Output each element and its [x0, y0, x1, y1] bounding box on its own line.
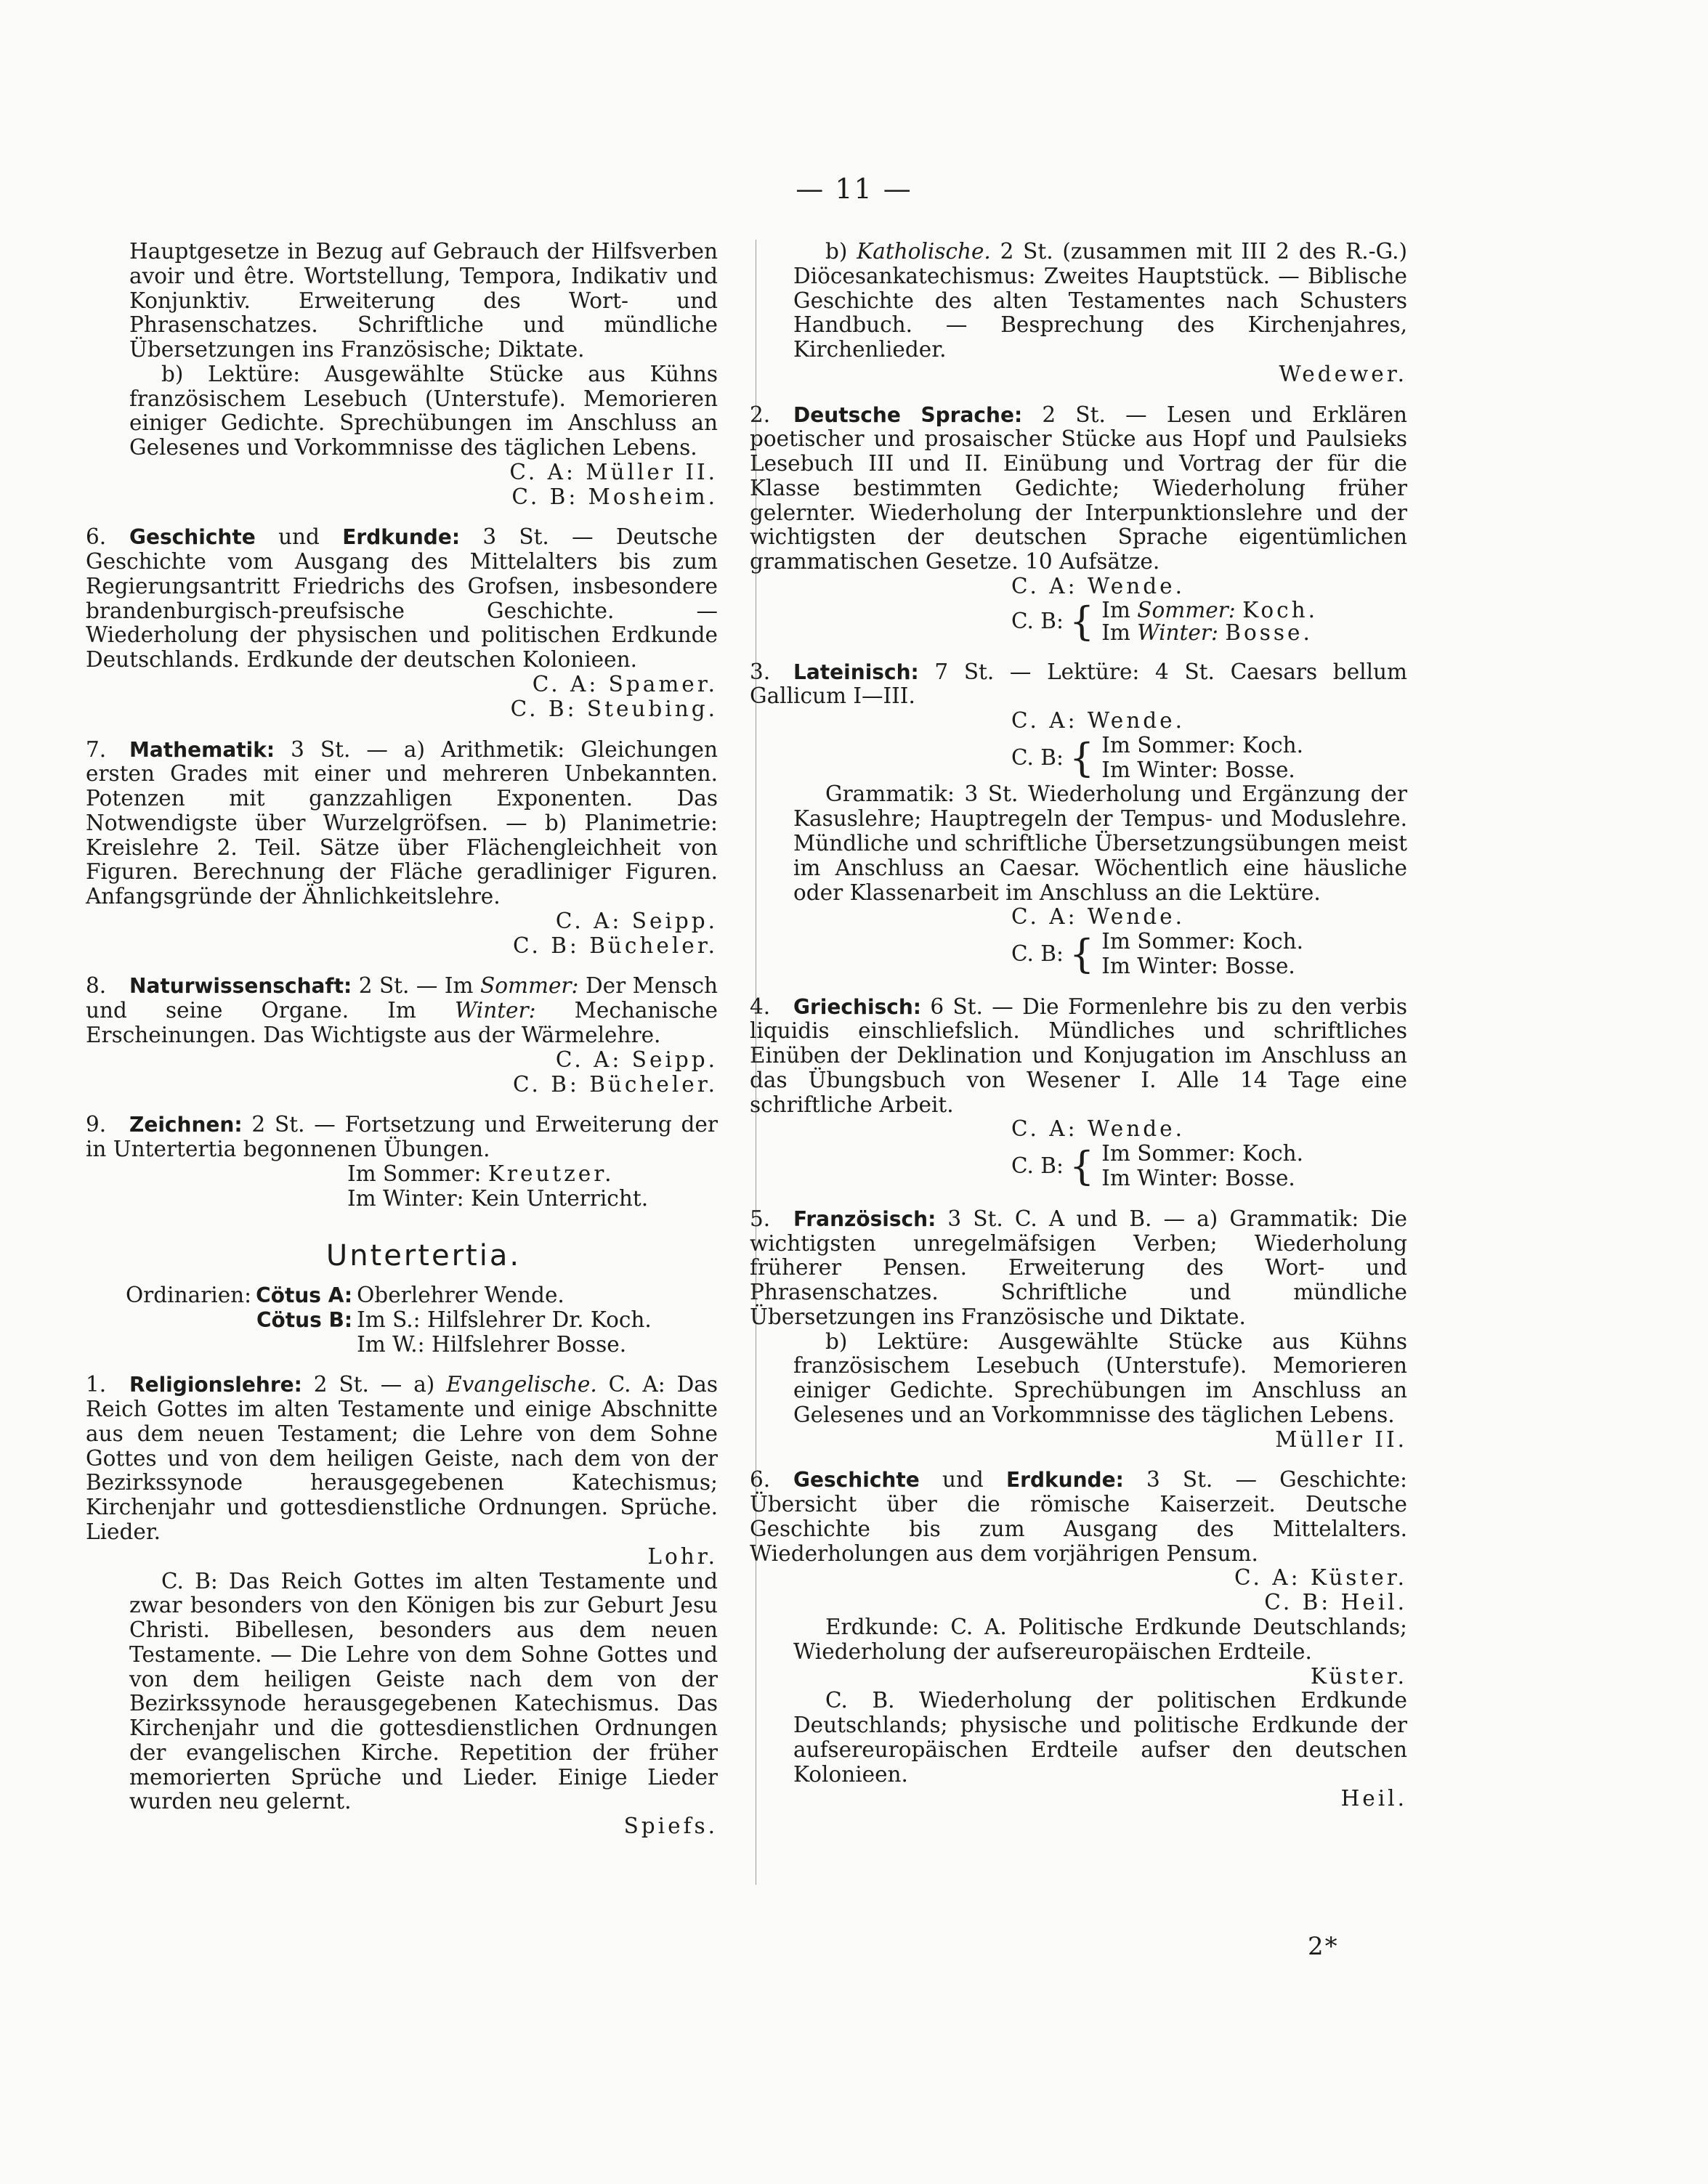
section-number: 5. — [750, 1206, 771, 1231]
section-title: Zeichnen: — [129, 1113, 243, 1137]
section-number: 2. — [750, 402, 771, 427]
right-column — [750, 239, 1407, 1811]
teacher-ca-text: C. A: Wende. — [1011, 573, 1185, 598]
subsection-title: Katholische. — [857, 239, 991, 264]
section-drawing — [86, 1113, 718, 1162]
teacher-cb: C. B: Mosheim. — [511, 484, 718, 509]
section-text: Der Mensch und seine Organe. Im — [86, 973, 718, 1023]
teacher-cb-seasons — [1101, 734, 1303, 783]
teacher-cb-braces — [793, 734, 1407, 783]
teacher-cb-seasons — [1101, 599, 1318, 644]
teacher-name: Kreutzer. — [487, 1161, 615, 1186]
ordinarien-table — [126, 1283, 656, 1357]
section-number: 9. — [86, 1112, 107, 1137]
teacher-cb-label: C. B: — [1011, 609, 1064, 634]
section-number: 8. — [86, 973, 107, 999]
coetus-b-label — [256, 1308, 357, 1333]
season-winter: Im Winter: Bosse. — [1101, 1165, 1295, 1190]
teacher-cb-label: C. B: — [1011, 744, 1064, 770]
teacher-ca — [793, 709, 1407, 734]
section-text: 3 St. — a) Arithmetik: Gleichungen ersten Grades mit einer und mehreren Unbekannten. Potenzen mit ganzzahligen Exponenten. Das Notwendigste über Wurzelgröfsen. — b) Planimetrie: Kreislehre 2. Teil. Sätze über Flächengleichheit von Figuren. Berechnung der Fläche geradliniger Figuren. Anfangsgründe der Ähnlichkeitslehre. — [86, 736, 718, 909]
teacher-cb-seasons — [1101, 930, 1303, 979]
teacher-ca-text: C. A: Wende. — [1011, 708, 1185, 734]
drawing-winter — [129, 1187, 718, 1211]
section-text: C. A: Das Reich Gottes im alten Testamente und einige Abschnitte aus dem neuen Testament; die Lehre von dem Sohne Gottes und von dem heiligen Geiste, nach dem von der Bezirkssynode herausgegebenen Katechismus; Kirchenjahr und gottesdienstliche Ordnungen. Sprüche. Lieder. — [86, 1372, 718, 1545]
brace-icon: { — [1069, 734, 1095, 781]
season-summer: Im Sommer: Koch. — [1101, 1141, 1303, 1166]
religion-cb-paragraph: C. B: Das Reich Gottes im alten Testamente und zwar besonders von den Königen bis zur Geburt Jesu Christi. Bibellesen, besonders aus dem neuen Testamente. — Die Lehre von dem Sohne Gottes und von dem heiligen Geiste nach dem von der Bezirkssynode herausgegebenen Katechismus. Das Kirchenjahr und die gottesdienstlichen Ordnungen der evangelischen Kirche. Repetition der früher memorierten Sprüche und Lieder. Einige Lieder wurden neu gelernt. — [129, 1568, 718, 1814]
section-title: Erdkunde: — [1005, 1468, 1124, 1493]
section-german — [750, 403, 1407, 575]
teacher-name: Bosse. — [1225, 620, 1313, 645]
section-history — [750, 1468, 1407, 1566]
teacher-cb-label: C. B: — [1011, 941, 1064, 966]
teacher-ca — [793, 575, 1407, 599]
section-text: 3 St. — Geschichte: Übersicht über die römische Kaiserzeit. Deutsche Geschichte bis zum Ausgang des Mittelalters. Wiederholungen aus dem vorjährigen Pensum. — [750, 1467, 1407, 1566]
section-number: 6. — [750, 1467, 771, 1493]
french-reading-paragraph: b) Lektüre: Ausgewählte Stücke aus Kühns französischem Lesebuch (Unterstufe). Memorieren einiger Gedichte. Sprechübungen im Anschluss an Gelesenes und Vorkommnisse des täglichen Lebens. — [129, 361, 718, 460]
section-text: 2 St. — Im — [358, 973, 474, 999]
coetus-a-teacher: Oberlehrer Wende. — [357, 1283, 564, 1308]
section-title: Lateinisch: — [793, 659, 919, 684]
season-summer: Im Sommer: Koch. — [1101, 732, 1303, 758]
season-prefix: Im — [1101, 620, 1130, 645]
section-text: 7 St. — Lektüre: 4 St. Caesars bellum Gallicum I—III. — [750, 659, 1407, 709]
season-summer: Im Sommer: Koch. — [1101, 929, 1303, 954]
page-number: — 11 — — [796, 173, 912, 205]
teacher-cb: C. B: Bücheler. — [512, 933, 718, 958]
season-label: Winter: — [1137, 620, 1218, 645]
teacher-ca: C. A: Seipp. — [555, 1047, 718, 1072]
teacher-name: Heil. — [1340, 1786, 1407, 1811]
teacher-cb-braces — [793, 930, 1407, 979]
teacher-cb-label: C. B: — [1011, 1153, 1064, 1179]
section-title: Religionslehre: — [129, 1373, 302, 1397]
section-text: 2 St. — Lesen und Erklären poetischer und prosaischer Stücke aus Hopf und Paulsieks Lesebuch III und II. Einübung und Vortrag der für die Klasse bestimmten Gedichte; Wiederholung früher gelernter. Wiederholung der Interpunktionslehre und der wichtigsten der deutschen Sprache eigentümlichen grammatischen Gesetze. 10 Aufsätze. — [750, 402, 1407, 575]
teacher-name: Küster. — [1310, 1663, 1407, 1689]
season-label: Sommer: — [480, 973, 579, 999]
coetus-a-label-text: Cötus A: — [256, 1283, 353, 1308]
teacher-name: Kein Unterricht. — [470, 1185, 649, 1211]
teacher-ca — [793, 905, 1407, 930]
teacher-cb: C. B: Heil. — [1264, 1590, 1407, 1615]
section-number: 6. — [86, 524, 107, 550]
teacher-name: Wedewer. — [1279, 361, 1407, 386]
brace-icon: { — [1069, 1142, 1095, 1189]
blank-cell — [126, 1333, 256, 1357]
season-winter: Im Winter: Bosse. — [1101, 757, 1295, 782]
section-latin — [750, 660, 1407, 710]
geography-cb-paragraph: C. B. Wiederholung der politischen Erdkunde Deutschlands; physische und politische Erdkunde der aufsereuropäischen Erdteile aufser den deutschen Kolonieen. — [793, 1688, 1407, 1787]
section-title: Geschichte — [793, 1468, 920, 1493]
french-grammar-continuation: Hauptgesetze in Bezug auf Gebrauch der Hilfsverben avoir und être. Wortstellung, Tempora, Indikativ und Konjunktiv. Erweiterung des Wort- und Phrasenschatzes. Schriftliche und mündliche Übersetzungen ins Französische; Diktate. — [129, 239, 718, 362]
coetus-a-label — [256, 1283, 357, 1308]
coetus-b-teacher-summer: Im S.: Hilfslehrer Dr. Koch. — [357, 1307, 652, 1332]
section-text: 6 St. — Die Formenlehre bis zu den verbis liquidis einschliefslich. Mündliches und schriftliches Einüben der Deklination und Konjugation im Anschluss an das Übungsbuch von Wesener I. Alle 14 Tage eine schriftliche Arbeit. — [750, 994, 1407, 1117]
section-text: 2 St. — Fortsetzung und Erweiterung der in Untertertia begonnenen Übungen. — [86, 1112, 718, 1162]
season-label: Im Winter: — [347, 1185, 464, 1211]
season-label: Im Sommer: — [347, 1161, 482, 1186]
section-title: Französisch: — [793, 1206, 936, 1231]
section-history — [86, 525, 718, 673]
teacher-name: Spiefs. — [623, 1814, 718, 1839]
section-title: Deutsche Sprache: — [793, 402, 1023, 427]
french-reading-paragraph: b) Lektüre: Ausgewählte Stücke aus Kühns französischem Lesebuch (Unterstufe). Memorieren einiger Gedichte. Sprechübungen im Anschluss an Gelesenes und an Vorkommnisse des täglichen Lebens. — [793, 1328, 1407, 1427]
subsection-label: b) — [825, 239, 848, 264]
section-connector: und — [278, 524, 320, 550]
section-number: 3. — [750, 659, 771, 684]
season-label: Sommer: — [1137, 597, 1236, 622]
religion-catholic — [793, 240, 1407, 362]
sheet-signature: 2* — [1308, 1932, 1339, 1961]
teacher-ca: C. A: Küster. — [1234, 1565, 1407, 1591]
section-science — [86, 974, 718, 1047]
left-column — [86, 239, 718, 1839]
class-heading: Untertertia. — [325, 1239, 522, 1273]
teacher-cb-braces — [793, 599, 1407, 644]
section-title: Griechisch: — [793, 994, 922, 1019]
ordinarien-label: Ordinarien: — [126, 1283, 252, 1308]
teacher-ca-text: C. A: Wende. — [1011, 904, 1185, 930]
teacher-cb-seasons — [1101, 1142, 1303, 1191]
teacher-ca — [793, 1117, 1407, 1142]
section-number: 4. — [750, 994, 771, 1019]
season-winter: Im Winter: Bosse. — [1101, 953, 1295, 978]
brace-icon: { — [1069, 598, 1095, 644]
section-text: 2 St. — a) — [313, 1372, 435, 1397]
teacher-ca: C. A: Spamer. — [532, 672, 718, 697]
teacher-cb: C. B: Steubing. — [510, 696, 718, 721]
teacher-name: Lohr. — [647, 1543, 718, 1569]
teacher-ca: C. A: Seipp. — [555, 908, 718, 933]
blank-cell — [256, 1333, 357, 1357]
section-title: Erdkunde: — [342, 525, 461, 550]
subsection-title: Evangelische. — [446, 1372, 597, 1397]
coetus-b-teacher-winter: Im W.: Hilfslehrer Bosse. — [357, 1331, 627, 1357]
section-text: Mechanische Erscheinungen. Das Wichtigste aus der Wärmelehre. — [86, 998, 718, 1047]
section-text: 2 St. (zusammen mit III 2 des R.-G.) Diöcesankatechismus: Zweites Hauptstück. — Biblische Geschichte des alten Testamentes nach Schusters Handbuch. — Besprechung des Kirchenjahres, Kirchenlieder. — [793, 239, 1407, 362]
teacher-cb: C. B: Bücheler. — [512, 1071, 718, 1097]
teacher-name: Müller II. — [1275, 1426, 1407, 1452]
section-text: 3 St. — Deutsche Geschichte vom Ausgang des Mittelalters bis zum Regierungsantritt Friedrichs des Grofsen, insbesondere brandenburgisch-preufsische Geschichte. — Wiederholung der physischen und politischen Erdkunde Deutschlands. Erdkunde der deutschen Kolonieen. — [86, 524, 718, 673]
section-religion — [86, 1373, 718, 1544]
section-text: 3 St. C. A und B. — a) Grammatik: Die wichtigsten unregelmäfsigen Verben; Wiederholung früherer Pensen. Erweiterung des Wort- und Phrasenschatzes. Schriftliche und mündliche Übersetzungen ins Französische und Diktate. — [750, 1206, 1407, 1329]
latin-grammar-paragraph: Grammatik: 3 St. Wiederholung und Ergänzung der Kasuslehre; Hauptregeln der Tempus- und Moduslehre. Mündliche und schriftliche Übersetzungsübungen meist im Anschluss an Caesar. Wöchentlich eine häusliche oder Klassenarbeit im Anschluss an die Lektüre. — [793, 782, 1407, 905]
teacher-name: Koch. — [1242, 597, 1319, 622]
section-title: Geschichte — [129, 525, 256, 550]
teacher-cb-braces — [793, 1142, 1407, 1191]
section-mathematics — [86, 738, 718, 909]
section-number: 1. — [86, 1372, 107, 1397]
brace-icon: { — [1069, 930, 1095, 977]
teacher-ca: C. A: Müller II. — [509, 459, 718, 484]
drawing-summer — [129, 1162, 718, 1187]
coetus-b-label-text: Cötus B: — [256, 1307, 353, 1332]
section-french — [750, 1207, 1407, 1330]
geography-ca-paragraph: Erdkunde: C. A. Politische Erdkunde Deutschlands; Wiederholung der aufsereuropäischen Erdteile. — [793, 1614, 1407, 1664]
section-title: Naturwissenschaft: — [129, 974, 352, 999]
section-connector: und — [942, 1467, 984, 1493]
section-title: Mathematik: — [129, 737, 275, 762]
blank-cell — [126, 1308, 256, 1333]
season-prefix: Im — [1101, 597, 1130, 622]
season-summer — [1101, 599, 1318, 622]
season-label: Winter: — [454, 998, 536, 1023]
season-winter — [1101, 622, 1318, 644]
section-greek — [750, 995, 1407, 1118]
section-number: 7. — [86, 736, 107, 762]
teacher-ca-text: C. A: Wende. — [1011, 1116, 1185, 1142]
